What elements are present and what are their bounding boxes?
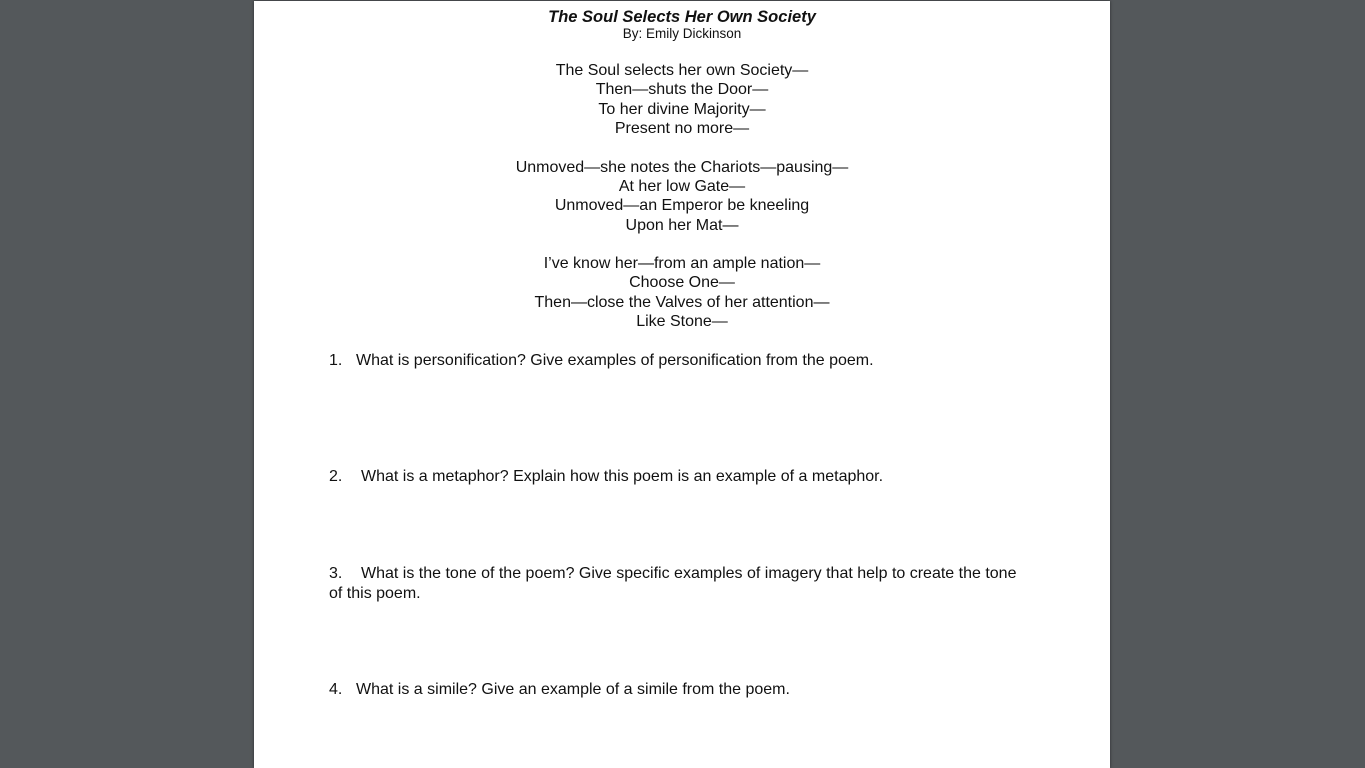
question-2 (329, 467, 1029, 487)
question-1 (329, 351, 1029, 371)
poem-line: At her low Gate— (618, 178, 746, 195)
poem-line: To her divine Majority— (598, 101, 766, 118)
poem-title: The Soul Selects Her Own Society (548, 8, 816, 26)
poem-line: I’ve know her—from an ample nation— (543, 255, 821, 272)
question-text: What is a metaphor? Explain how this poem is an example of a metaphor. (361, 468, 884, 485)
question-4 (329, 680, 1029, 700)
question-text: What is personification? Give examples of personification from the poem. (356, 352, 874, 369)
poem-line: Like Stone— (636, 313, 728, 330)
poem-author: By: Emily Dickinson (622, 26, 742, 41)
poem-line: Then—close the Valves of her attention— (534, 294, 830, 311)
question-text: What is the tone of the poem? Give specific examples of imagery that help to create the tone of this poem. (329, 565, 1017, 602)
question-number: 1. (329, 352, 343, 369)
poem-line: Unmoved—she notes the Chariots—pausing— (515, 159, 849, 176)
question-number: 3. (329, 565, 343, 582)
document-page (254, 1, 1110, 768)
poem-line: Choose One— (629, 274, 735, 291)
question-number: 2. (329, 468, 343, 485)
question-text: What is a simile? Give an example of a simile from the poem. (356, 681, 790, 698)
question-number: 4. (329, 681, 343, 698)
poem-line: Upon her Mat— (625, 217, 739, 234)
poem-line: Present no more— (614, 120, 750, 137)
poem-line: Then—shuts the Door— (595, 81, 769, 98)
question-3 (329, 564, 1029, 603)
poem-line: Unmoved—an Emperor be kneeling (554, 197, 810, 214)
poem-line: The Soul selects her own Society— (555, 62, 809, 79)
